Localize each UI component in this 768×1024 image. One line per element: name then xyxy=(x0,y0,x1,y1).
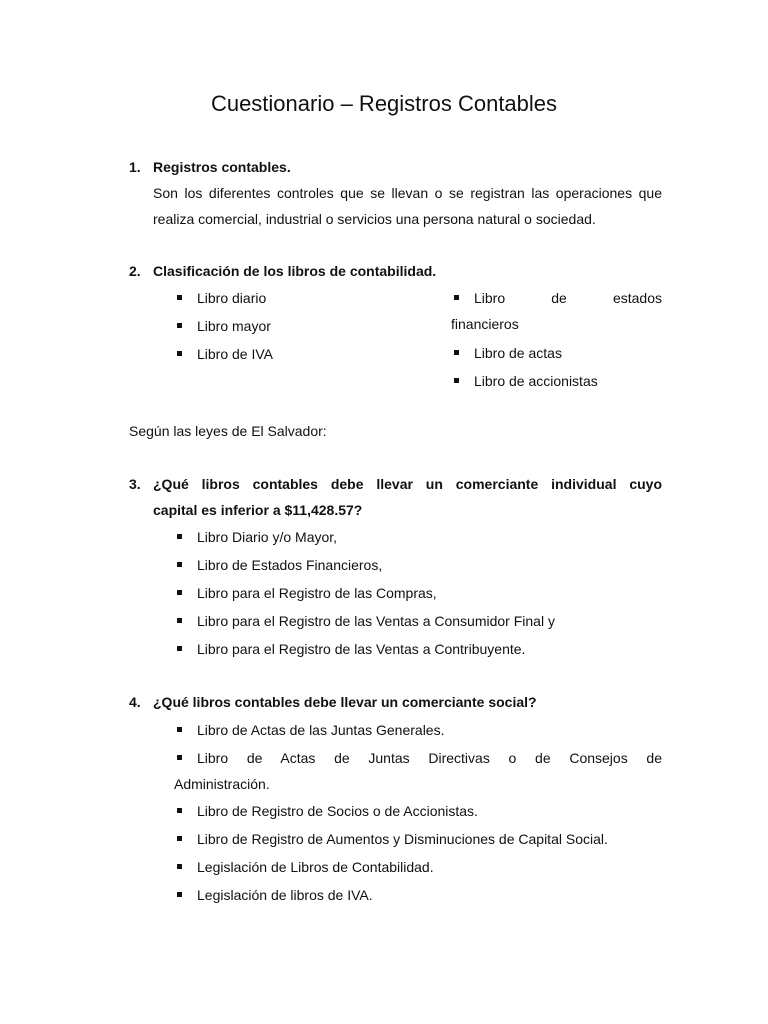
question-2-number: 2. xyxy=(129,263,141,279)
list-item: Libro de actas xyxy=(451,339,662,367)
classification-right-sublist xyxy=(451,339,662,395)
list-item-text: Libro de Actas de Juntas Directivas o de Consejos de xyxy=(197,750,662,766)
question-3-heading xyxy=(129,471,662,523)
list-item: Libro Diario y/o Mayor, xyxy=(174,523,662,551)
question-2-heading xyxy=(129,258,662,284)
question-1-number: 1. xyxy=(129,159,141,175)
list-item: Libro de accionistas xyxy=(451,367,662,395)
list-item: Legislación de Libros de Contabilidad. xyxy=(174,853,662,881)
list-item: Libro de Registro de Aumentos y Disminuciones de Capital Social. xyxy=(174,825,662,853)
list-item: Libro de Actas de las Juntas Generales. xyxy=(174,716,662,744)
bullet-icon xyxy=(454,295,459,300)
classification-right-list xyxy=(451,285,662,395)
list-item: Libro para el Registro de las Ventas a Contribuyente. xyxy=(174,635,662,663)
question-4-title: ¿Qué libros contables debe llevar un comerciante social? xyxy=(153,694,537,710)
question-1-heading xyxy=(129,154,662,180)
list-item: Libro de Estados Financieros, xyxy=(174,551,662,579)
list-item: Legislación de libros de IVA. xyxy=(174,881,662,909)
list-item-text-continued: Administración. xyxy=(174,776,270,792)
list-item: Libro para el Registro de las Compras, xyxy=(174,579,662,607)
question-3-title-line1: ¿Qué libros contables debe llevar un comerciante individual cuyo xyxy=(153,476,662,492)
question-3-title-line2: capital es inferior a $11,428.57? xyxy=(153,502,363,518)
bullet-icon xyxy=(177,755,182,760)
list-item: Libro de Registro de Socios o de Accionistas. xyxy=(174,797,662,825)
list-item: Libro para el Registro de las Ventas a Consumidor Final y xyxy=(174,607,662,635)
question-4-number: 4. xyxy=(129,694,141,710)
list-item: Libro de IVA xyxy=(174,340,414,368)
question-4-heading xyxy=(129,689,662,715)
list-item xyxy=(451,285,662,337)
question-4-list-rest xyxy=(174,797,662,909)
question-3-list xyxy=(174,523,662,663)
question-3-number: 3. xyxy=(129,476,141,492)
question-4-list xyxy=(174,716,662,744)
intro-text: Según las leyes de El Salvador: xyxy=(129,423,327,439)
question-1-answer: Son los diferentes controles que se llevan o se registran las operaciones que realiza comercial, industrial o servicios una persona natural o sociedad. xyxy=(153,185,662,227)
classification-left-list xyxy=(174,284,414,368)
list-item xyxy=(174,745,662,797)
list-item: Libro mayor xyxy=(174,312,414,340)
list-item-text-continued: financieros xyxy=(451,316,519,332)
list-item: Libro diario xyxy=(174,284,414,312)
question-2-title: Clasificación de los libros de contabilidad. xyxy=(153,263,437,279)
page-title: Cuestionario – Registros Contables xyxy=(210,91,558,116)
list-item-text: Libro de estados xyxy=(474,290,662,306)
question-1-title: Registros contables. xyxy=(153,159,291,175)
